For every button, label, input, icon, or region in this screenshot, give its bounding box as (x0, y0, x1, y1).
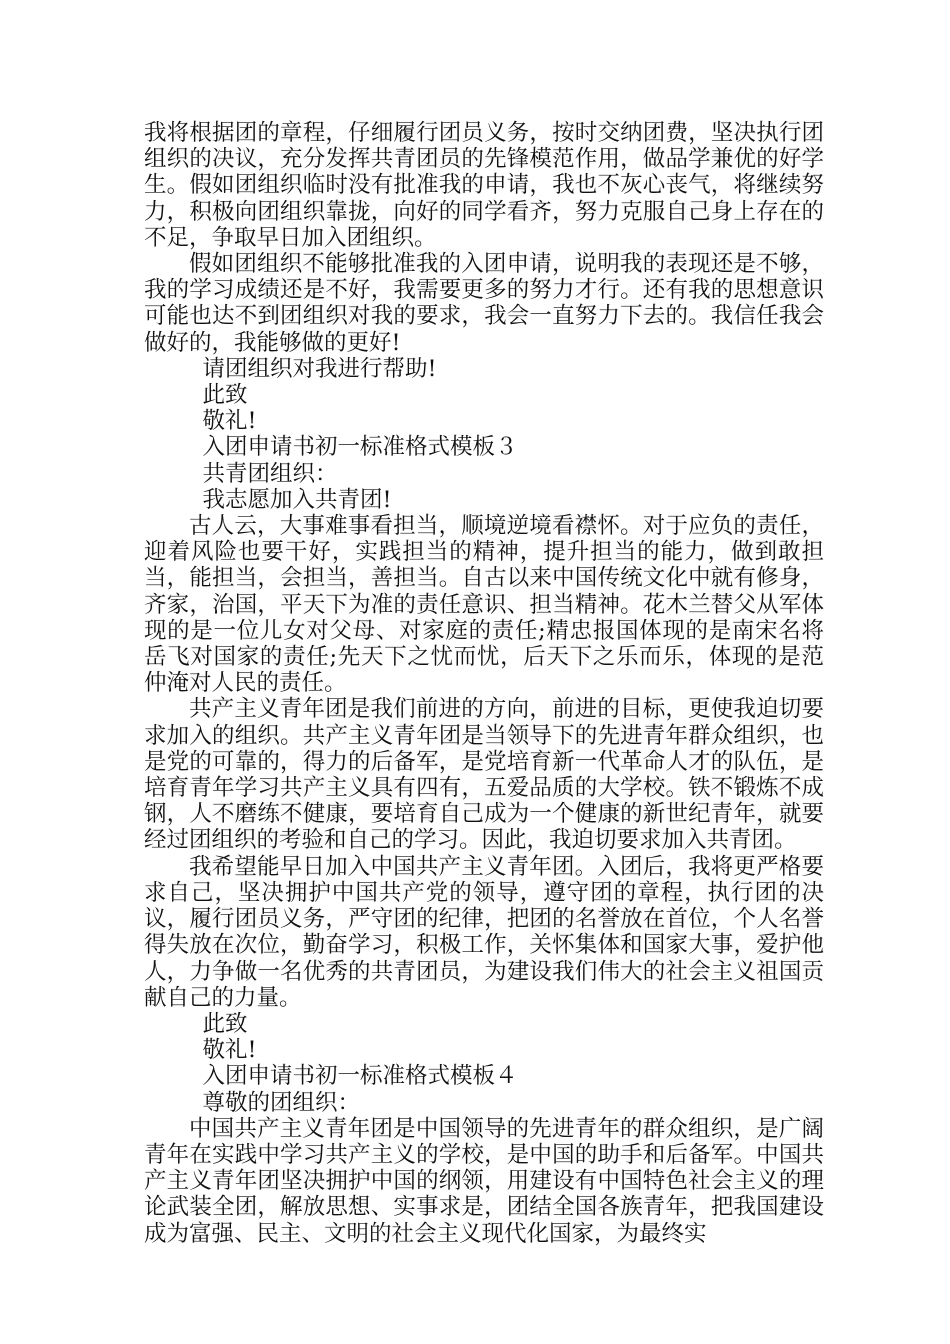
template-heading-4: 入团申请书初一标准格式模板４ (202, 1063, 518, 1090)
closing-cizhi-2: 此致 (202, 1010, 248, 1037)
paragraph-league-intro: 中国共产主义青年团是中国领导的先进青年的群众组织，是广阔青年在实践中学习共产主义的学校，是中国的助手和后备军。中国共产主义青年团坚决拥护中国的纲领，用建设有中国特色社会主义的理论武装全团，解放思想、实事求是，团结全国各族青年，把我国建设成为富强、民主、文明的社会主义现代化国家，为最终实 (144, 1115, 824, 1247)
template-heading-3: 入团申请书初一标准格式模板３ (202, 434, 518, 461)
paragraph-responsibility: 古人云，大事难事看担当，顺境逆境看襟怀。对于应负的责任，迎着风险也要干好，实践担当的精神，提升担当的能力，做到敢担当，能担当，会担当，善担当。自古以来中国传统文化中就有修身，齐家，治国，平天下为准的责任意识、担当精神。花木兰替父从军体现的是一位儿女对父母、对家庭的责任;精忠报国体现的是南宋名将岳飞对国家的责任;先天下之忧而忧，后天下之乐而乐，体现的是范仲淹对人民的责任。 (144, 513, 824, 697)
statement-line: 我志愿加入共青团! (202, 486, 392, 513)
closing-jingli: 敬礼! (202, 408, 257, 435)
salutation-3: 共青团组织： (202, 460, 338, 487)
paragraph-continuation: 我将根据团的章程，仔细履行团员义务，按时交纳团费，坚决执行团组织的决议，充分发挥共青团员的先锋模范作用，做品学兼优的好学生。假如团组织临时没有批准我的申请，我也不灰心丧气，将继续努力，积极向团组织靠拢，向好的同学看齐，努力克服自己身上存在的不足，争取早日加入团组织。 (144, 120, 824, 251)
document-page (144, 120, 824, 1247)
closing-cizhi: 此致 (202, 382, 248, 409)
closing-jingli-2: 敬礼! (202, 1037, 257, 1064)
help-request-line: 请团组织对我进行帮助! (202, 355, 437, 382)
paragraph-unapproved: 假如团组织不能够批准我的入团申请，说明我的表现还是不够，我的学习成绩还是不好，我需要更多的努力才行。还有我的思想意识可能也达不到团组织对我的要求，我会一直努力下去的。我信任我会做好的，我能够做的更好! (144, 251, 824, 356)
paragraph-direction: 共产主义青年团是我们前进的方向，前进的目标，更使我迫切要求加入的组织。共产主义青年团是当领导下的先进青年群众组织，也是党的可靠的，得力的后备军，是党培育新一代革命人才的队伍，是培育青年学习共产主义具有四有，五爱品质的大学校。铁不锻炼不成钢，人不磨练不健康，要培育自己成为一个健康的新世纪青年，就要经过团组织的考验和自己的学习。因此，我迫切要求加入共青团。 (144, 696, 824, 854)
salutation-4: 尊敬的团组织： (202, 1089, 361, 1116)
paragraph-hope: 我希望能早日加入中国共产主义青年团。入团后，我将更严格要求自己，坚决拥护中国共产党的领导，遵守团的章程，执行团的决议，履行团员义务，严守团的纪律，把团的名誉放在首位，个人名誉得失放在次位，勤奋学习，积极工作，关怀集体和国家大事，爱护他人，力争做一名优秀的共青团员，为建设我们伟大的社会主义祖国贡献自己的力量。 (144, 853, 824, 1011)
